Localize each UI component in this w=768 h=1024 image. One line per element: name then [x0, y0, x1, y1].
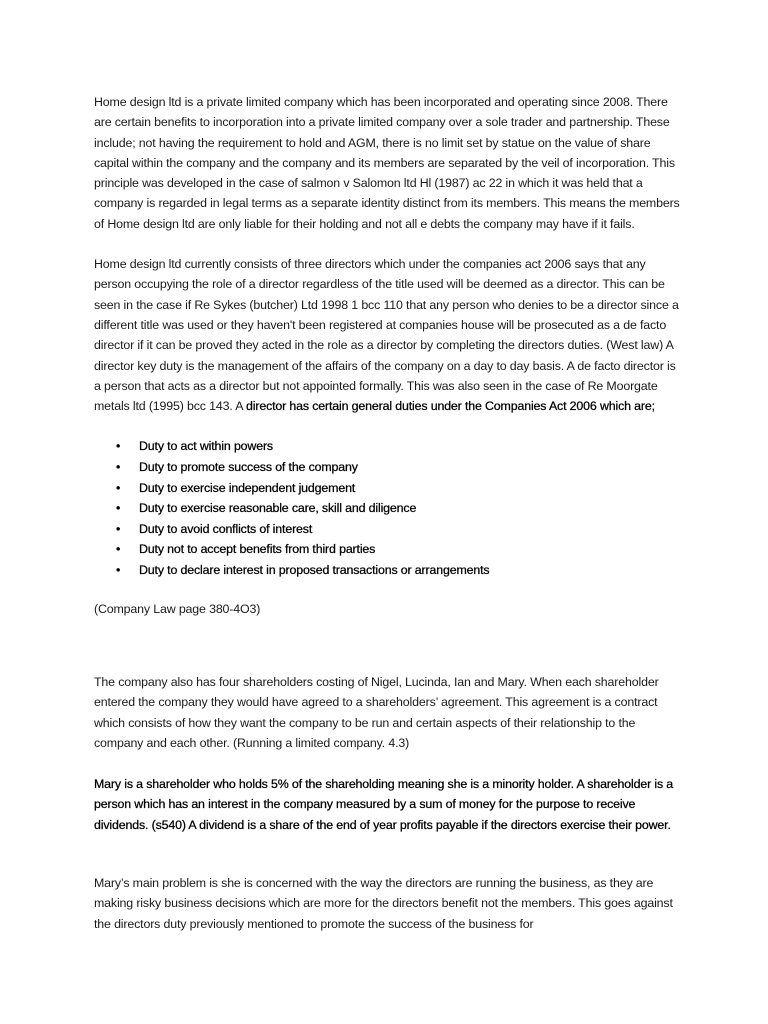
- list-item-text: Duty to avoid conflicts of interest: [139, 521, 313, 536]
- list-item: [94, 539, 684, 560]
- bullet-icon: •: [116, 542, 121, 557]
- list-item-text: Duty to promote success of the company: [139, 460, 358, 475]
- citation-company-law: (Company Law page 380-4O3): [94, 601, 261, 616]
- bullet-icon: •: [116, 501, 121, 516]
- list-item: [94, 519, 684, 540]
- list-item-text: Duty to act within powers: [139, 439, 273, 454]
- list-item: [94, 498, 684, 519]
- bullet-icon: •: [116, 460, 121, 475]
- paragraph-directors: [94, 254, 684, 416]
- paragraph-directors-duties-intro: director has certain general duties under the Companies Act 2006 which are;: [246, 399, 655, 414]
- list-item-text: Duty to declare interest in proposed transactions or arrangements: [139, 563, 490, 578]
- bullet-icon: •: [116, 563, 121, 578]
- paragraph-incorporation: Home design ltd is a private limited company which has been incorporated and operating since 2008. There are certain benefits to incorporation into a private limited company over a sole trader and partnership. These include; not having the requirement to hold and AGM, there is no limit set by statue on the value of share capital within the company and the company and its members are separated by the veil of incorporation. This principle was developed in the case of salmon v Salomon ltd Hl (1987) ac 22 in which it was held that a company is regarded in legal terms as a separate identity distinct from its members. This means the members of Home design ltd are only liable for their holding and not all e debts the company may have if it fails.: [94, 95, 680, 231]
- paragraph-mary-problem: Mary’s main problem is she is concerned with the way the directors are running the business, as they are making risky business decisions which are more for the directors benefit not the members. This goes against the directors duty previously mentioned to promote the success of the business for: [94, 875, 673, 931]
- paragraph-mary-shareholder: Mary is a shareholder who holds 5% of the shareholding meaning she is a minority holder. A shareholder is a person which has an interest in the company measured by a sum of money for the purpose to receive dividends. (s540) A dividend is a share of the end of year profits payable if the directors exercise their power.: [94, 777, 674, 832]
- list-item: [94, 560, 684, 581]
- paragraph-shareholders: The company also has four shareholders costing of Nigel, Lucinda, Ian and Mary. When each shareholder entered the company they would have agreed to a shareholders’ agreement. This agreement is a contract which consists of how they want the company to be run and certain aspects of their relationship to the company and each other. (Running a limited company. 4.3): [94, 674, 659, 750]
- bullet-icon: •: [116, 439, 121, 454]
- bullet-icon: •: [116, 521, 121, 536]
- list-item-text: Duty to exercise independent judgement: [139, 480, 356, 495]
- list-item: [94, 457, 684, 478]
- document-page: [94, 92, 684, 934]
- bullet-icon: •: [116, 480, 121, 495]
- directors-duties-list: [94, 436, 684, 580]
- list-item: [94, 436, 684, 457]
- paragraph-directors-text: Home design ltd currently consists of three directors which under the companies act 2006 says that any person occupying the role of a director regardless of the title used will be deemed as a director. This can be seen in the case if Re Sykes (butcher) Ltd 1998 1 bcc 110 that any person who denies to be a director since a different title was used or they haven't been registered at companies house will be prosecuted as a de facto director if it can be proved they acted in the role as a director by completing the directors duties. (West law) A director key duty is the management of the affairs of the company on a day to day basis. A de facto director is a person that acts as a director but not appointed formally. This was also seen in the case of Re Moorgate metals ltd (1995) bcc 143. A: [94, 257, 679, 414]
- list-item-text: Duty to exercise reasonable care, skill and diligence: [139, 501, 417, 516]
- list-item-text: Duty not to accept benefits from third parties: [139, 542, 376, 557]
- list-item: [94, 478, 684, 499]
